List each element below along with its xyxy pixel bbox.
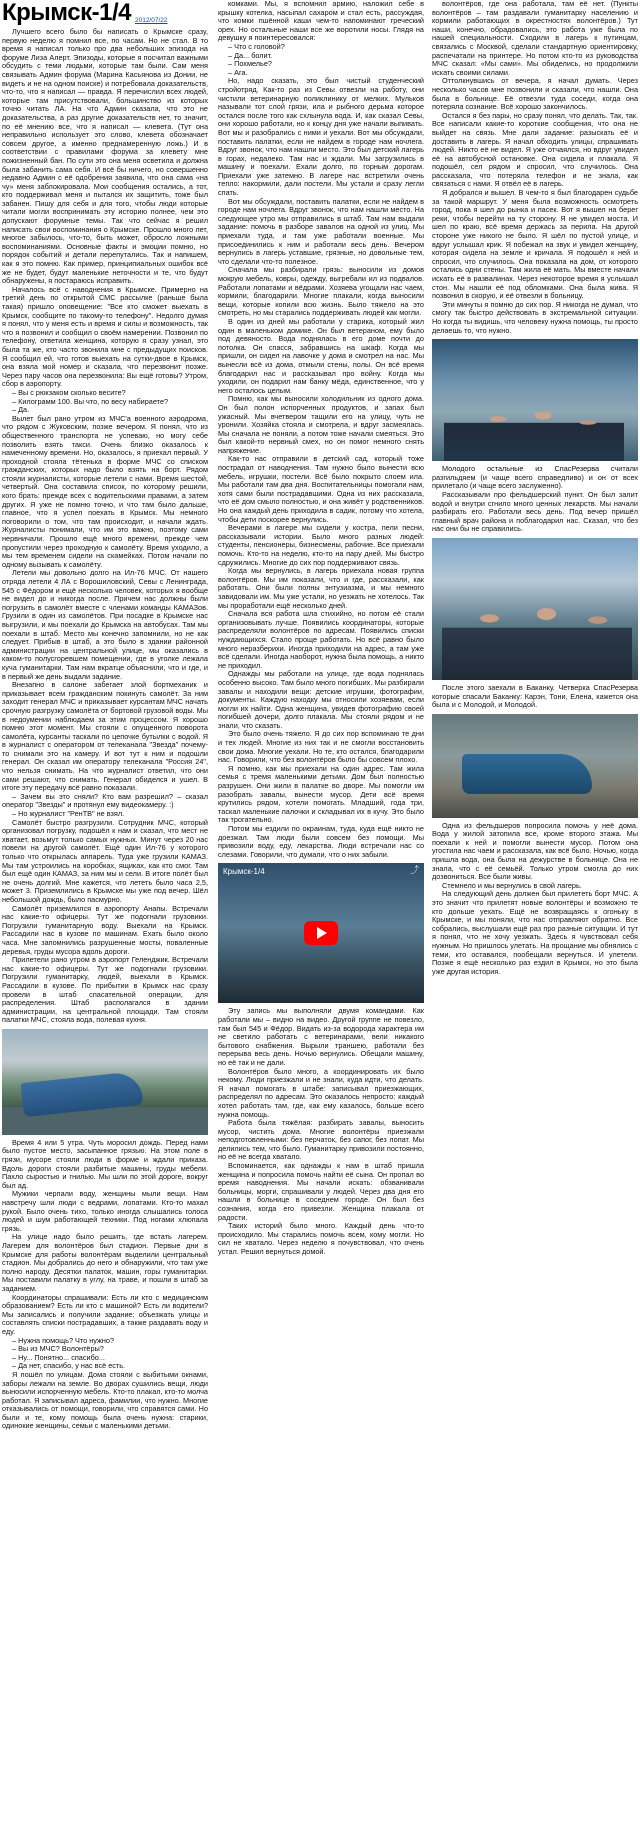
paragraph: Потом мы ездили по окраинам, туда, куда ещё никто не доезжал. Там люди были совсем без помощи. Мы привозили воду, еду, лекарства. Люди встречали нас со слезами. Говорили, что думали, что о них забыли. [218,824,424,859]
paragraph: В один из дней мы работали у старика, который жил один в маленьком домике. Он был ветераном, ему было под девяносто. Вода поднялась в его доме почти до потолка. Он спасся, забравшись на шкаф. Когда мы пришли, он сидел на лавочке у дома и смотрел на нас. Мы вынесли всё из дома, отмыли стены, полы. Он всё время благодарил нас и рассказывал про войну. Когда мы уходили, он подарил нам банку мёда, единственное, что у него осталось целым. [218,316,424,395]
article-column-1 [2,0,208,1841]
photo-group-2 [432,538,638,680]
paragraph: Внезапно в салоне забегает злой бортмеханик и приказывает всем гражданским покинуть самолёт. За ним заходит генерал МЧС и приказывает курсантам МЧС начать срочную разгрузку самолёта от бортовой грузовой воды. Мы в недоумении наблюдаем за этим процессом. Я хорошо помню этот момент. Мы стояли с опущенного поворота самолёта, курсанты таскали по цепочке бутылки с водой. Я в журналист с оператором от телеканала "Звезда" почему-то снимали это на камеру. И вот тут к ним и подошли генерал. Он сказал им оператору телеканала "Россия 24", что нельзя снимать. На что журналист ответил, что они сами решают, что снимать. Генерал обиделся и ушел. В итоге эту передачу всё равно показали. [2,680,208,793]
paragraph: Координаторы спрашивали: Есть ли кто с медицинским образованием? Есть ли кто с машиной? Есть ли водители? Мы записались и получили задание: объезжать улицы и составлять списки пострадавших, а также раздавать воду и еду. [2,1292,208,1336]
photo-caption: После этого заехали в Баканку. Четверка СпасРезерва которые спасали Баканку: Карэн, Тони, Елена, кажется она была и с Молодой, и Молодой. [432,682,638,710]
paragraph: волонтёров, где она работала, там её нет. (Пункты волонтёров – там раздавали гуманитарку населению и кормили работающих в окрестностях волонтёров.) Тут наши, конечно, обрадовались, это работа уже была по нашей специальности. Сходили в лагерь к путинцам, связались с Москвой, сделали стандартную ориентировку, распечатали на принтере. Но потом кто-то из руководства МЧС сказал: «Мы сами». Мы обиделись, но продолжили искать своими силами. [432,0,638,77]
photo-caption: Молодого остальные из СпасРезерва считали разгильдяем (и чаще всего справедливо) и он от всех прилетало (и чаще всего заслуженно). [432,464,638,491]
paragraph: – Похмелье? [228,59,272,69]
play-icon[interactable] [304,921,338,945]
photo-boat-2-image [432,714,638,818]
photo-boat-shape [462,754,592,794]
paragraph: На улице надо было решить, где встать лагерем. Лагерем для волонтёров был стадион. Первые дни в Крымске для работы волонтёрам выделили центральный стадион. Мы добрались до него и обнаружили, что там уже полно народу. Десятки палаток, машин, горы гуманитарки. Мы поставили палатку в углу, на траве, и пошли в штаб за заданием. [2,1232,208,1293]
paragraph: Работа была тяжёлая: разбирать завалы, выносить мусор, чистить дома. Многие волонтёры приезжали неподготовленными: без перчаток, без сапог, без лопат. Мы делились тем, что было. Гуманитарку привозили постоянно, но её не всегда хватало. [218,1118,424,1162]
paragraph: Волонтёров было много, а координировать их было некому. Люди приезжали и не знали, куда идти, что делать. Я начал помогать в штабе: записывал приезжающих, распределял по адресам. Это оказалось непросто: каждый хотел работать там, где, как ему казалось, больше всего нужна помощь. [218,1066,424,1119]
paragraph: – Да. [12,405,30,415]
paragraph: Помню, как мы выносили холодильник из одного дома. Он был полон испорченных продуктов, и запах был ужасный. Мы вчетвером тащили его на улицу, чуть не уронили. Хозяйка стояла и смотрела, и вдруг засмеялась. Мы сначала не поняли, а потом тоже начали смеяться. Это был какой-то нервный смех, но он помог немного снять напряжение. [218,394,424,455]
paragraph: Однажды мы работали на улице, где вода поднялась особенно высоко. Там было много погибших. Мы разбирали завалы и находили вещи: детские игрушки, фотографии, документы. Каждую находку мы относили хозяевам, если могли их найти. Одна женщина, увидев фотографию своей погибшей дочери, долго плакала. Мы стояли рядом и не знали, что сказать. [218,669,424,730]
paragraph: Время 4 или 5 утра. Чуть моросил дождь. Перед нами было пустое место, засыпанное грязью. На этом поле в грязи, мусоре стояли люди в форме и ждали приказа. Вдоль дороги стояли разбитые машины, груды мебели. Пахло сыростью и гнилью. Мы шли по этой дороге, вокруг был ад. [2,1137,208,1190]
paragraph: – Вы с рюкзаком сколько весите? [12,387,126,397]
photo-boat-2 [432,714,638,818]
paragraph: Началось всё с наводнения в Крымске. Примерно на третий день по открытой СМС рассылке (раньше была такая) пришло оповещение: "Все кто сможет выехать в Крымск, сообщите по такому-то телефону". Недолго думая я понял, что у меня есть и время и силы и возможность, так что я позвонил и сообщил о своём намерении. Позвонил по телефону, ответила женщина, которую я сразу узнал, это была та же, кто часто звонила мне с предыдущих поисков. Я сообщил ей, что готов выехать на сутки-двое в Крымск, она взяла мой номер и сказала, что перезвонит позже. Через пару часов она перезвонила: Вы ещё готовы? Утром, сбор в аэропорту. [2,284,208,389]
paragraph: Летели мы довольно долго на Ил-76 МЧС. От нашего отряда летели 4 ЛА с Ворошиловский, Севы с Ленинграда, 545 с Фёдором и ещё несколько человек, которых я вообще не видел до и никогда после. Причем нас должны были погрузить в самолёт вместе с членами команды КАМАЗов. Грузили в один из самолётов. При посадке в Крымске нас выгрузили, и мы поехали до Крымска на автобусах. Там мы поехали в штаб. Место мы конечно запомнили, но не как следует. Прибыв в штаб, а это было в здании районной администрации на центральной улице, мы оказались в каком-то полусгоревшем помещении, где в уголке лежала куча гуманитарки. Там нам вкратце объяснили, что и где, и в первый же день выдали задание. [2,568,208,681]
paragraph: Рассказывали про фельдшерский пункт. Он был залит водой и внутри сгнило много ценных лекарств. Мы начали разбирать его. Работали весь день. Под вечер пришёл главный врач района и поблагодарил нас. Сказал, что без нас они бы не справились. [432,489,638,534]
paragraph: Эту запись мы выполняли двумя командами. Как работали мы – видно на видео. Другой группе не повезло, там был 545 и Фёдор. Видать из-за водорода характера им не светило работать с ветеринарами, вели никакого бытового снабжения. Вырыли траншею, работали без перерыва весь день. Ночью вернулись. Обещали машину, но её так и не дали. [218,1006,424,1067]
paragraph: – Ну... Понятно... спасибо... [12,1352,105,1362]
paragraph: – Вы из МЧС? Волонтёры? [12,1344,104,1354]
paragraph: Это было очень тяжело. Я до сих пор вспоминаю те дни и тех людей. Многие из них так и не смогли восстановить свои дома. Многие уехали. Но те, кто остался, благодарили нас. Говорили, что без волонтёров было бы совсем плохо. [218,729,424,765]
article-title: Крымск-1/4 [2,0,131,26]
article-column-3 [432,0,638,1841]
paragraph: – Что с головой? [228,41,285,51]
paragraph: Прилетели рано утром в аэропорт Геленджик. Встречали нас какие-то офицеры. Тут же подогнали грузовики. Погрузили гуманитарку, людей, выехали в Крымск. Рассадили в кузове. По прибытии в Крымск нас сразу провели в штаб спасательной операции, для распределения. Штаб располагался в здании администрации, на центральной площади. Там стояли палатки МЧС, стояла вода, полевая кухня. [2,955,208,1025]
photo-people [444,391,624,461]
paragraph: Я пошёл по улицам. Дома стояли с выбитыми окнами, заборы лежали на земле. Во дворах сушились вещи, люди выносили испорченную мебель. Кто-то плакал, кто-то молча работал. Я записывал адреса, фамилии, что нужно. Многие отказывались от помощи, говорили, что справятся сами. Но были и те, кому помощь была очень нужна: старики, одинокие женщины, семьи с маленькими детьми. [2,1369,208,1431]
paragraph: Лучшего всего было бы написать о Крымске сразу, первую неделю я помнил все, по часам. Но не стал. В то время я написал только про два небольших эпизода на форуме Лиза Алерт. Эпизоды, которые я посчитал важными обсудить с теми людьми, которые там были. Сам меня связывать Админ форума (Марина Касьянова из Донии, не видеть и не на одном поиске) и потребовала доказательств, что-то, что я написал — правда. Я перечислил всех людей, которые там присутствовали, большинство из которых точно читать ЛА. На что Админ сказала, что это не доказательства, а раз другие доказательств нет, то значит, по её мнению все, что я написал — клевета. (Тут она неправильно использует это слово, клевета обозначает совсем другое, а именно преднамеренную ложь.) И в соответствии с правилами форума за клевету мне пожизненный бан. По сути это она меня осветила и должна была забанить сама себя. И всё бы ничего, но совершенно недавно Админ с её одобрения заявила, что она сама «на чу» меня заблокировала. Мои сообщения остались, а тот, кто поддерживал меня и пытался их защитить, тоже был забанен. Пишу для себя и для того, чтобы люди которые читали могли воспринимать эту историю полнее, чем это допускают форумные темы. Так что сейчас я решил написать свои воспоминания о Крымске. Прошло много лет, многое забылось, что-то, быть может, обросло ложными воспоминаниями. Основные факты и эмоции помню, но порядок событий и детали перепутались. Так и напишем, как я это помню. Как пример, принципиальных ошибок всё же не будет, будут маленькие неточности и те, что будут обнаружены, я постараюсь исправить. [2,27,208,286]
article-header [2,0,208,26]
paragraph: Вспоминается, как однажды к нам в штаб пришла женщина и попросила помочь найти её сына. Он пропал во время наводнения. Мы начали искать: обзванивали больницы, морги, спрашивали у людей. Через два дня его нашли в больнице в соседнем городе. Он был без сознания, когда его привезли. Женщина плакала от радости. [218,1161,424,1222]
paragraph: Самолёт быстро разгрузили. Сотрудник МЧС, который организовал погрузку, подошёл к нам и сказал, что мест не хватает, возьмут только самых нужных. Минут через 20 нас повели на другой самолёт. Ещё один Ил-76 у которого только что открылась аппарель. Туда уже грузили КАМАЗ. Мы там устроились на коробках, ящиках, как кто смог. Там был ещё один КАМАЗ, за ним мы и сели. В итоге полёт был не очень долгий. Мне кажется, что лететь было часа 2,5, может 3. Приземлились в Крымске мы уже под вечер. Шёл небольшой дождь, было пасмурно. [2,817,208,904]
paragraph: Таких историй было много. Каждый день что-то происходило. Мы старались помочь всем, кому могли. Но сил не хватало. Через неделю я почувствовал, что очень устал. Решил вернуться домой. [218,1221,424,1256]
paragraph: – Но журналист "РенТВ" не взял. [12,809,125,819]
paragraph: Вот мы обсуждали, поставить палатки, если не найдем в городе нам ночлега. Вдруг звонок, что нам нашли место. На следующее утро мы отправились в штаб. Там нам выдали задание: помочь в разборе завалов на одной из улиц. Мы приехали туда, и там уже работали военные. Мы присоединились к ним и работали весь день. Вечером вернулись в лагерь уставшие, грязные, но довольные тем, что сделали что-то полезное. [218,196,424,266]
photo-group-2-image [432,538,638,680]
paragraph: Я добрался и вышел. В чем-то я был благодарен судьбе за такой маршрут. У меня была возможность осмотреть город, пока я шел до рынка и пасек. Вот я вышел на берег реки, чтобы перейти на ту сторону. Я не увидел моста. И шел по краю, всё время держась за перила. На другой стороне уже никого не было. Я шёл по пустой улице, и вдруг услышал крик. Я побежал на звук и увидел женщину, которая сидела на земле и кричала. Я подошёл к ней и спросил, что случилось. Она показала на дом, от которого остались одни стены. Там жила её мать. Мы вместе начали искать её в развалинах. Через некоторое время я услышал стон. Мы нашли её под обломками. Она была жива. Я позвонил в скорую, и её отвезли в больницу. [432,188,638,301]
paragraph: – Да... болит. [228,50,273,60]
paragraph: Когда мы вернулись, в лагерь приехала новая группа волонтёров. Мы им показали, что и где, рассказали, как работать. Они были полны энтузиазма, и мы немного завидовали им. Мы уже устали, но уезжать не хотелось. Так мы проработали ещё несколько дней. [218,566,424,610]
paragraph: Самолёт приземлился в аэропорту Анапы. Встречали нас какие-то офицеры. Тут же подогнали грузовики. Погрузили гуманитарную воду. Выехали на Крымск. Рассадили нас в кузове по машинам. Ехать было около часа. Мне запомнились разрушенные мосты, поваленные деревья, груды мусора вдоль дороги. [2,903,208,956]
paragraph: Стемнело и мы вернулись в свой лагерь. [442,880,582,890]
paragraph: – Нужна помощь? Что нужно? [12,1335,115,1345]
paragraph: Я помню, как мы приехали на один адрес. Там жила семья с тремя маленькими детьми. Дом был полностью разрушен. Они жили в палатке во дворе. Мы помогли им разобрать завалы, вынести мусор. Дети всё время крутились рядом, хотели помогать. Младший, года три, таскал маленькие палочки и складывал их в кучу. Это было так трогательно. [218,763,424,825]
video-title[interactable]: Крымск-1/4 [223,867,265,877]
paragraph: Оттолкнувшись от вечера, я начал думать. Через несколько часов мне позвонили и сказали, что нашли. Она была в больнице. Её отвезли туда соседи, когда она потеряла сознание. Всё хорошо закончилось. [432,76,638,112]
paragraph: Сначала вся работа шла стихийно, но потом её стали организовывать лучше. Появились координаторы, которые распределяли волонтёров по адресам. Появились списки нуждающихся. Стало проще работать. Но всё равно было много неразберихи. Иногда приходили на адрес, а там уже всё сделали. Иногда наоборот, нужна была помощь, а никто не приходил. [218,609,424,670]
paragraph: Но, надо сказать, это был чистый студенческий стройотряд. Как-то раз из Севы отвезли на работу, они чистили ветеринарную поликлинику от мелких. Мульков называли тот слой грязи, ила и рыбного дерьма которое остался после того как схлынула вода. И, как сказал Севы, они хорошо работали, но к концу дня уже начали выпивать. Вот мы и разобрались с ними и уехали. Вот мы обсуждали, поставить палатки, если не найдем в городе нам ночлега. Вдруг звонок, что нам нашли место. Это был детский лагерь в горах, недалеко. Там нас и ждали. Мы загрузились в машину и поехали. Ехали долго, по горным дорогам. Приехали уже затемно. В лагере нас встретили очень тепло: накормили, дали постели. Мы устали и сразу легли спать. [218,76,424,198]
article-column-2 [218,0,424,1841]
paragraph: Остался я без пары, но сразу понял, что делать. Так, так. Все написали какие-то короткие сообщения, что она не выйдет на связь. Мне дали задание: разыскать её и доставить в лагерь. Я начал обходить улицы, спрашивать людей. Никто её не видел. Я уже отчаялся, но вдруг увидел её на автобусной остановке. Она сидела и плакала. Я подошёл, сел рядом и спросил, что случилось. Она рассказала, что потеряла телефон и не знала, как связаться с нами. Я отвёл её в лагерь. [432,110,638,189]
paragraph: Как-то нас отправили в детский сад, который тоже пострадал от наводнения. Там нужно было вынести всю мебель, игрушки, постели. Всё было покрыто слоем ила. Мы работали там два дня. Воспитательницы помогали нам, хотя сами были пострадавшими. Одна из них рассказала, что её дом смыло полностью, и она живёт у родственников. Но она каждый день приходила в садик, потому что хотела, чтобы дети поскорее вернулись. [218,454,424,524]
share-icon[interactable]: ⤴ [409,865,419,876]
article-date-link[interactable]: 2012/07/22 [134,17,168,24]
paragraph: Вылет был рано утром из МЧС'а военного аэродрома, что рядом с Жуковским, позже вечером. Я понял, что из общественного транспорта не успеваю, но могу себе позволить взять такси. Очень близко оказалось к намеченному времени. Но, оказалось, я приехал первый. У проходной стояла тётенька в форме МЧС со списком гражданских, которых надо было взять на борт. Рядом стояли журналисты, которые летели с нами. Время шестой, четвертый. Она составила список, по которому решили, кого брать: прежде всех с водительскими правами, а затем других. Я уже не помню точно, и что там было дальше, главное, что я успел поехать в Крымск. Мы немного поговорили о том, что там происходит, и начали ждать. Журналисты понимали, что им это важно, поэтому сами нервничали. Прошло ещё много времени, прежде чем пропустили через проходную к самолёту. Время уходило, а мы тем временем сидели на скамейках. Потом начали по одному вызывать к самолёту. [2,413,208,569]
paragraph: комками. Мы, я вспомнил армию, наложил себе в крышку котелка, насыпал сахаром и стал есть, рассуждая, что комки пшённой каши чем-то напоминают греческий орех. Но остальные наши все же воротили носы. Глядя на девушку я поинтересовался: [218,0,424,43]
paragraph: – Да нет, спасибо, у нас всё есть. [12,1361,126,1371]
paragraph: – Зачем вы это сняли? Кто вам разрешил? – сказал оператор "Звезды" и протянул ему видеокамеру. :) [2,791,208,810]
photo-group-1-image [432,339,638,461]
paragraph: Вечерами в лагере мы сидели у костра, пели песни, рассказывали истории. Было много разных людей: студенты, пенсионеры, бизнесмены, рабочие. Все приехали помочь. Кто-то на неделю, кто-то на пару дней. Мы быстро сдружились. Многие до сих пор поддерживают связь. [218,523,424,567]
paragraph: Одна из фельдшеров попросила помочь у неё дома. Вода у жилой затопила все, кроме второго этажа. Мы поехали к ней и помогли вынести мусор. Потом она угостила нас чаем и рассказала, как всё было. Ночью, когда пришла вода, она была на дежурстве в больнице. Она не знала, что с её семьёй. Только утром смогла до них дозвониться. Все были живы. [432,820,638,882]
paragraph: Сначала мы разбирали грязь: выносили из домов мокрую мебель, ковры, одежду, выгребали ил из подвалов. Работали лопатами и вёдрами. Хозяева угощали нас чаем, кормили, благодарили. Многие плакали, когда выносили вещи, которые копили всю жизнь. Было тяжело на это смотреть, но мы старались поддерживать людей как могли. [218,265,424,318]
paragraph: – Килограмм 100. Вы что, по весу набираете? [12,396,169,406]
youtube-video[interactable] [218,863,424,1003]
photo-boat [2,1029,208,1135]
paragraph: – Ага. [228,67,248,77]
paragraph: Эти минуты я помню до сих пор. Я никогда не думал, что смогу так быстро действовать в экстремальной ситуации. Но когда ты видишь, что человеку нужна помощь, ты просто делаешь то, что нужно. [432,299,638,335]
paragraph: Мужики черпали воду, женщины мыли вещи. Нам навстречу шли люди с ведрами, лопатами. Кто-то махал рукой. Было очень тихо, только иногда слышались голоса людей и шум работающей техники. Под ногами хлюпала грязь. [2,1189,208,1233]
photo-boat-image [2,1029,208,1135]
photo-group-1 [432,339,638,461]
photo-people [442,592,632,680]
paragraph: На следующий день должен был прилететь борт МЧС. А это значит что прилетят новые волонтёры и возможно те кто дольше уехать. Ещё не возвращаясь к огоньку в Крымске, и мы поняли, что нас отправляют обратно. Все собрались, выслушали ещё раз про разные ситуации. И тут я понял, что не хочу уезжать. Здесь я чувствовал себя нужным. Но пришлось улетать. На прощание мы обнялись с теми, кто оставался, пообещали вернуться. И улетели. Позже я ещё несколько раз ездил в Крымск, но это была уже другая история. [432,889,638,976]
